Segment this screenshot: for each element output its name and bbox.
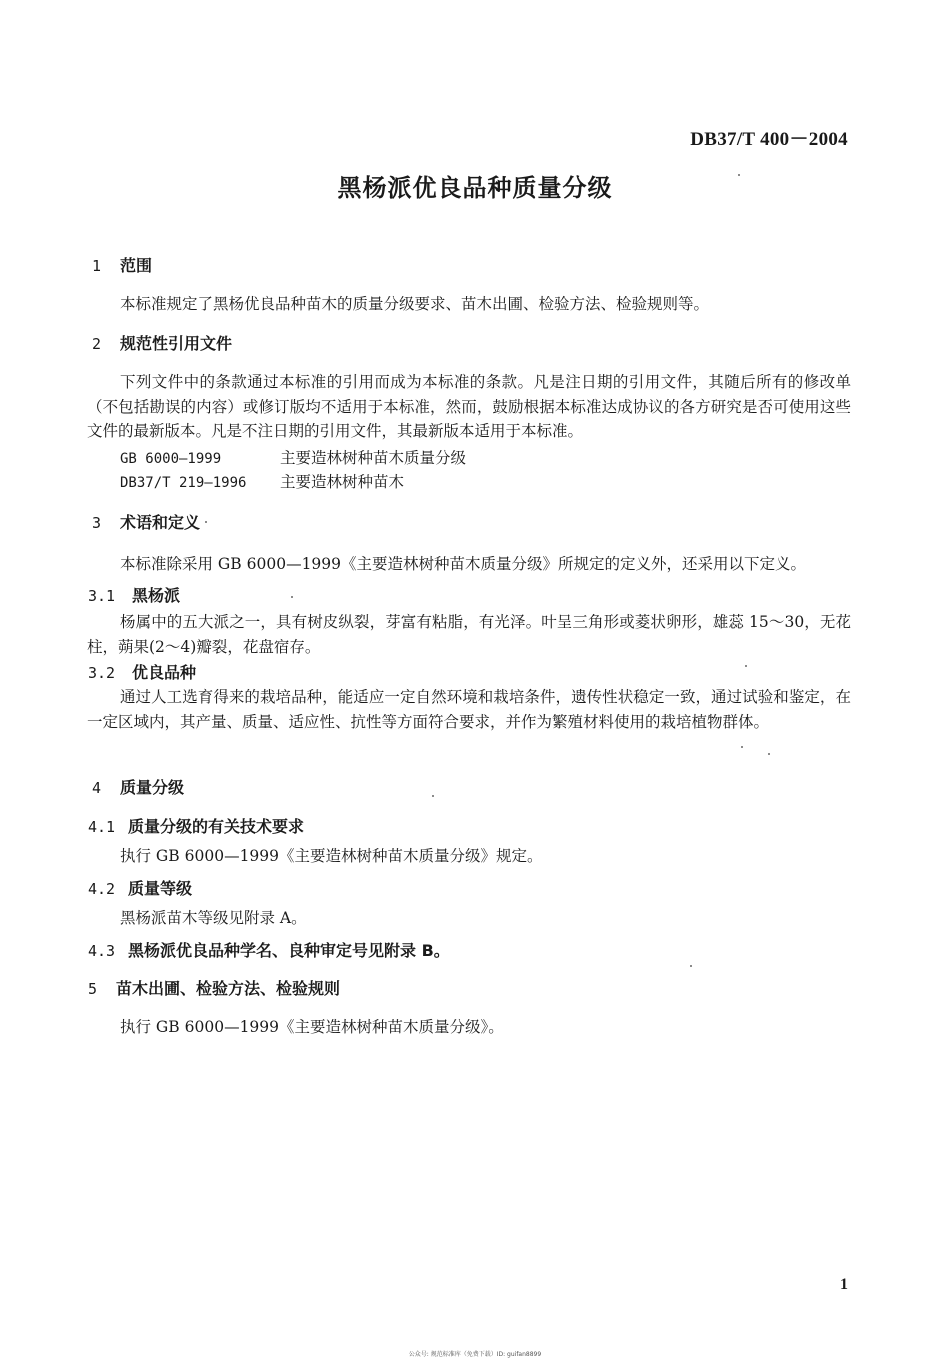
section-1-text: 本标准规定了黑杨优良品种苗木的质量分级要求、苗木出圃、检验方法、检验规则等。 bbox=[120, 295, 710, 313]
section-title: 质量分级 bbox=[120, 778, 185, 797]
subsection-4-3-heading bbox=[88, 938, 450, 961]
section-title: 苗木出圃、检验方法、检验规则 bbox=[116, 979, 341, 998]
scan-speck bbox=[741, 746, 743, 748]
standard-number: DB37/T 400－2004 bbox=[690, 129, 848, 150]
subsection-title: 质量分级的有关技术要求 bbox=[128, 817, 305, 836]
subsection-number: 3.1 bbox=[88, 587, 116, 605]
normative-reference bbox=[120, 470, 404, 495]
scan-speck bbox=[768, 753, 770, 755]
section-number: 3 bbox=[92, 514, 102, 532]
section-number: 1 bbox=[92, 257, 102, 275]
section-2-text: 下列文件中的条款通过本标准的引用而成为本标准的条款。凡是注日期的引用文件，其随后所有的修改单（不包括勘误的内容）或修订版均不适用于本标准，然而，鼓励根据本标准达成协议的各方研究是否可使用这些文件的最新版本。凡是不注日期的引用文件，其最新版本适用于本标准。 bbox=[87, 373, 851, 440]
scan-speck bbox=[432, 795, 434, 797]
section-4-heading bbox=[92, 775, 184, 798]
scan-speck bbox=[690, 965, 692, 967]
subsection-title: 黑杨派优良品种学名、良种审定号见附录 B。 bbox=[128, 941, 450, 960]
section-5-heading bbox=[88, 976, 340, 999]
section-number: 2 bbox=[92, 335, 102, 353]
subsection-4-1-text: 执行 GB 6000—1999《主要造林树种苗木质量分级》规定。 bbox=[120, 847, 543, 865]
subsection-3-2-heading bbox=[88, 660, 196, 683]
scan-speck bbox=[738, 174, 740, 176]
reference-code: DB37/T 219—1996 bbox=[120, 475, 247, 491]
section-number: 4 bbox=[92, 779, 102, 797]
section-3-text: 本标准除采用 GB 6000—1999《主要造林树种苗木质量分级》所规定的定义外，还采用以下定义。 bbox=[120, 555, 807, 573]
section-title: 规范性引用文件 bbox=[120, 334, 233, 353]
subsection-title: 黑杨派 bbox=[132, 586, 181, 605]
reference-code: GB 6000—1999 bbox=[120, 451, 222, 467]
subsection-3-1-text: 杨属中的五大派之一，具有树皮纵裂，芽富有粘脂，有光泽。叶呈三角形或菱状卵形，雄蕊 15～30，无花柱，蒴果(2～4)瓣裂，花盘宿存。 bbox=[87, 613, 851, 656]
subsection-title: 质量等级 bbox=[128, 879, 193, 898]
subsection-number: 4.3 bbox=[88, 942, 116, 960]
reference-title: 主要造林树种苗木 bbox=[280, 473, 405, 491]
section-title: 范围 bbox=[120, 256, 153, 275]
subsection-number: 4.2 bbox=[88, 880, 116, 898]
subsection-4-1-heading bbox=[88, 814, 304, 837]
subsection-number: 4.1 bbox=[88, 818, 116, 836]
section-number: 5 bbox=[88, 980, 98, 998]
subsection-4-2-heading bbox=[88, 876, 192, 899]
footer-watermark: 公众号: 规范标准库（免费下载）ID: guifan8899 bbox=[408, 1351, 542, 1358]
scan-speck bbox=[205, 521, 207, 523]
section-title: 术语和定义 bbox=[120, 513, 201, 532]
normative-reference bbox=[120, 446, 466, 471]
section-3-heading bbox=[92, 510, 200, 533]
section-1-heading bbox=[92, 253, 152, 276]
page-number: 1 bbox=[840, 1276, 848, 1293]
scan-speck bbox=[745, 665, 747, 667]
scan-speck bbox=[291, 596, 293, 598]
reference-title: 主要造林树种苗木质量分级 bbox=[280, 449, 467, 467]
subsection-number: 3.2 bbox=[88, 664, 116, 682]
subsection-title: 优良品种 bbox=[132, 663, 197, 682]
document-title: 黑杨派优良品种质量分级 bbox=[337, 174, 613, 202]
section-5-text: 执行 GB 6000—1999《主要造林树种苗木质量分级》。 bbox=[120, 1018, 504, 1036]
subsection-4-2-text: 黑杨派苗木等级见附录 A。 bbox=[120, 909, 307, 927]
subsection-3-2-text: 通过人工选育得来的栽培品种，能适应一定自然环境和栽培条件，遗传性状稳定一致，通过试验和鉴定，在一定区域内，其产量、质量、适应性、抗性等方面符合要求，并作为繁殖材料使用的栽培植物群体。 bbox=[87, 688, 851, 731]
section-2-heading bbox=[92, 331, 232, 354]
subsection-3-1-heading bbox=[88, 583, 180, 606]
